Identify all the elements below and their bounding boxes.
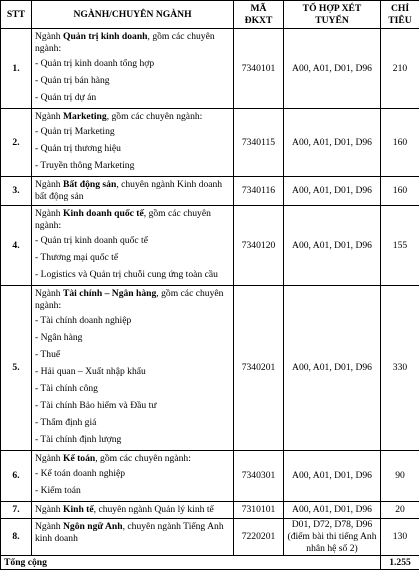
row-stt: 4. — [1, 206, 32, 286]
row-stt: 7. — [1, 502, 32, 519]
specialization-item: - Hải quan – Xuất nhập khẩu — [35, 363, 230, 380]
specialization-item: - Quản trị bán hàng — [35, 72, 230, 89]
row-code: 7310101 — [234, 502, 284, 519]
row-major — [32, 177, 234, 206]
specialization-item: - Thương mại quốc tế — [35, 249, 230, 266]
specialization-item: - Truyền thông Marketing — [35, 157, 230, 174]
row-major — [32, 29, 234, 109]
total-value: 1.255 — [381, 556, 419, 570]
row-code: 7340120 — [234, 206, 284, 286]
row-major — [32, 206, 234, 286]
table-row — [1, 519, 419, 556]
specialization-item: - Tài chính định lượng — [35, 431, 230, 448]
major-intro-prefix: Ngành — [35, 453, 63, 464]
row-major — [32, 451, 234, 502]
major-intro-prefix: Ngành — [35, 179, 63, 190]
specialization-item: - Quản trị thương hiệu — [35, 140, 230, 157]
row-code: 7340301 — [234, 451, 284, 502]
major-name: Ngôn ngữ Anh — [63, 521, 123, 532]
major-intro-prefix: Ngành — [35, 504, 63, 515]
major-intro — [35, 504, 230, 516]
major-intro — [35, 179, 230, 203]
major-intro — [35, 453, 230, 465]
row-major — [32, 502, 234, 519]
row-combo: A00, A01, D01, D96 — [284, 29, 381, 109]
specialization-item: - Tài chính Bảo hiểm và Đầu tư — [35, 397, 230, 414]
major-name: Quản trị kinh doanh — [63, 31, 148, 42]
major-intro-prefix: Ngành — [35, 111, 63, 122]
row-quota: 130 — [381, 519, 419, 556]
row-quota: 90 — [381, 451, 419, 502]
specialization-item: - Quản trị kinh doanh quốc tế — [35, 232, 230, 249]
row-code: 7340101 — [234, 29, 284, 109]
row-combo: A00, A01, D01, D96 — [284, 109, 381, 177]
row-major — [32, 519, 234, 556]
major-intro-suffix: , gồm các chuyên ngành: — [107, 111, 203, 122]
major-intro-suffix: , gồm các chuyên ngành: — [35, 208, 211, 231]
row-combo: A00, A01, D01, D96 — [284, 206, 381, 286]
table-row — [1, 286, 419, 451]
total-label: Tổng cộng — [1, 556, 381, 570]
major-intro — [35, 31, 230, 55]
table-row — [1, 502, 419, 519]
specialization-item: - Quản trị dự án — [35, 89, 230, 106]
major-intro-prefix: Ngành — [35, 208, 63, 219]
row-stt: 5. — [1, 286, 32, 451]
row-quota: 330 — [381, 286, 419, 451]
row-stt: 2. — [1, 109, 32, 177]
major-name: Bất động sản — [63, 179, 116, 190]
header-code: MÃ ĐKXT — [234, 1, 284, 29]
row-quota: 160 — [381, 109, 419, 177]
specialization-item: - Logistics và Quản trị chuỗi cung ứng toàn cầu — [35, 266, 230, 283]
row-stt: 3. — [1, 177, 32, 206]
specialization-item: - Ngân hàng — [35, 329, 230, 346]
major-intro-suffix: , gồm các chuyên ngành: — [35, 288, 223, 311]
row-combo: A00, A01, D01, D96 — [284, 286, 381, 451]
specialization-item: - Tài chính doanh nghiệp — [35, 312, 230, 329]
major-intro-suffix: , chuyên ngành Tiếng Anh kinh doanh — [35, 521, 224, 544]
table-row — [1, 206, 419, 286]
header-major: NGÀNH/CHUYÊN NGÀNH — [32, 1, 234, 29]
specialization-item: - Quản trị kinh doanh tổng hợp — [35, 55, 230, 72]
header-combo: TỔ HỢP XÉT TUYỂN — [284, 1, 381, 29]
row-major — [32, 286, 234, 451]
row-stt: 6. — [1, 451, 32, 502]
major-intro-prefix: Ngành — [35, 31, 63, 42]
row-combo: D01, D72, D78, D96 (điểm bài thi tiếng Anh nhân hệ số 2) — [284, 519, 381, 556]
major-name: Kinh doanh quốc tế — [63, 208, 144, 219]
table-row — [1, 29, 419, 109]
table-row — [1, 177, 419, 206]
row-stt: 1. — [1, 29, 32, 109]
major-intro-prefix: Ngành — [35, 288, 63, 299]
major-name: Tài chính – Ngân hàng — [63, 288, 156, 299]
major-intro — [35, 111, 230, 123]
specialization-item: - Thuế — [35, 346, 230, 363]
row-stt: 8. — [1, 519, 32, 556]
major-name: Kinh tế — [63, 504, 94, 515]
specialization-item: - Thẩm định giá — [35, 414, 230, 431]
row-combo: A00, A01, D01, D96 — [284, 177, 381, 206]
row-combo: A00, A01, D01, D96 — [284, 502, 381, 519]
table-row — [1, 451, 419, 502]
specialization-item: - Quản trị Marketing — [35, 123, 230, 140]
header-quota: CHỈ TIÊU — [381, 1, 419, 29]
header-row — [1, 1, 419, 29]
row-combo: A00, A01, D01, D96 — [284, 451, 381, 502]
row-code: 7340115 — [234, 109, 284, 177]
major-name: Kế toán — [63, 453, 95, 464]
table-body — [1, 29, 419, 556]
major-name: Marketing — [63, 111, 107, 122]
row-code: 7340116 — [234, 177, 284, 206]
row-code: 7340201 — [234, 286, 284, 451]
specialization-item: - Kiểm toán — [35, 482, 230, 499]
specialization-item: - Tài chính công — [35, 380, 230, 397]
row-major — [32, 109, 234, 177]
row-quota: 160 — [381, 177, 419, 206]
major-intro-suffix: , chuyên ngành Quản lý kinh tế — [94, 504, 214, 515]
major-intro — [35, 288, 230, 312]
major-intro-suffix: , gồm các chuyên ngành: — [95, 453, 191, 464]
major-intro — [35, 208, 230, 232]
row-quota: 20 — [381, 502, 419, 519]
major-intro-suffix: , chuyên ngành Kinh doanh bất động sản — [35, 179, 222, 202]
major-intro-suffix: , gồm các chuyên ngành: — [35, 31, 215, 54]
major-intro-prefix: Ngành — [35, 521, 63, 532]
header-stt: STT — [1, 1, 32, 29]
row-quota: 210 — [381, 29, 419, 109]
row-quota: 155 — [381, 206, 419, 286]
row-code: 7220201 — [234, 519, 284, 556]
table-row — [1, 109, 419, 177]
specialization-item: - Kế toán doanh nghiệp — [35, 465, 230, 482]
total-row — [1, 556, 419, 570]
